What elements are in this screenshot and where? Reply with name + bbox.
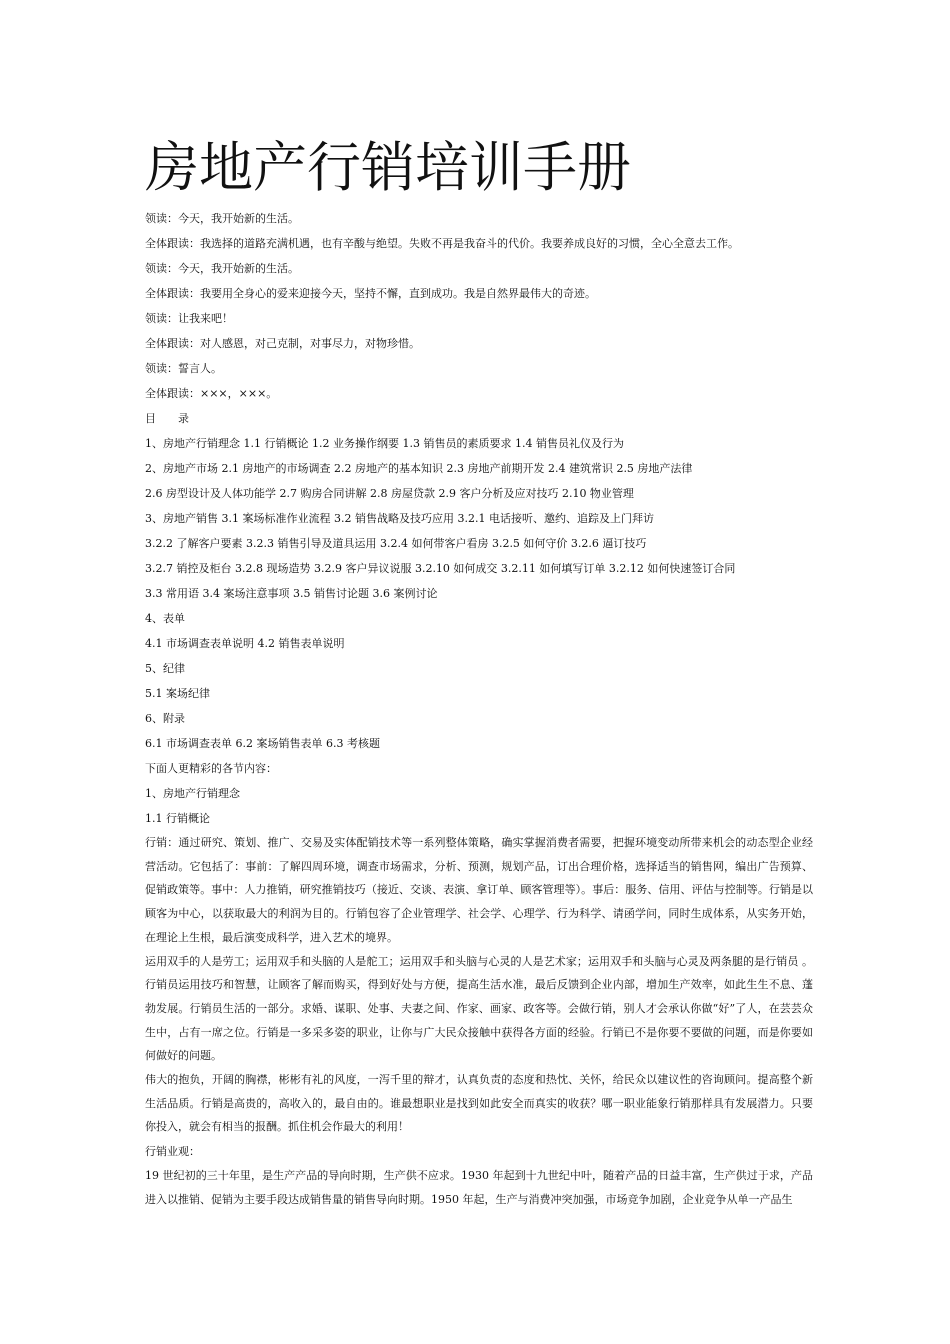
- subsection-heading: 1.1 行销概论: [145, 812, 210, 825]
- toc-line: 6、附录: [145, 712, 185, 725]
- document-page: [145, 128, 813, 1212]
- toc-line: 5、纪律: [145, 662, 185, 675]
- toc-line: 3.3 常用语 3.4 案场注意事项 3.5 销售讨论题 3.6 案例讨论: [145, 587, 438, 600]
- table-of-contents: [145, 406, 813, 756]
- oath-line: 全体跟读：对人感恩，对己克制，对事尽力，对物珍惜。: [145, 337, 420, 350]
- toc-heading-right: 录: [178, 412, 189, 425]
- subsection-heading: 行销业观：: [145, 1145, 200, 1159]
- toc-line: 3、房地产销售 3.1 案场标准作业流程 3.2 销售战略及技巧应用 3.2.1 电话接听、邀约、追踪及上门拜访: [145, 512, 654, 525]
- toc-line: 3.2.2 了解客户要素 3.2.3 销售引导及道具运用 3.2.4 如何带客户看房 3.2.5 如何守价 3.2.6 逼订技巧: [145, 537, 647, 550]
- oath-section: [145, 206, 813, 406]
- toc-line: 4、表单: [145, 612, 185, 625]
- oath-line: 领读：今天，我开始新的生活。: [145, 262, 299, 275]
- paragraph: 19 世纪初的三十年里，是生产产品的导向时期，生产供不应求。1930 年起到十九世纪中叶，随着产品的日益丰富，生产供过于求，产品进入以推销、促销为主要手段达成销售量的销售导向时期。1950 年起，生产与消费冲突加强，市场竞争加剧，企业竞争从单一产品生: [145, 1169, 813, 1206]
- toc-line: 6.1 市场调查表单 6.2 案场销售表单 6.3 考核题: [145, 737, 380, 750]
- section-heading: 1、房地产行销理念: [145, 787, 240, 800]
- paragraph: 行销：通过研究、策划、推广、交易及实体配销技术等一系列整体策略，确实掌握消费者需要，把握环境变动所带来机会的动态型企业经营活动。它包括了：事前：了解四周环境，调查市场需求，分析、预测，规划产品，订出合理价格，选择适当的销售网，编出广告预算、促销政策等。事中：人力推销，研究推销技巧（接近、交谈、表演、拿订单、顾客管理等）。事后：服务、信用、评估与控制等。行销是以顾客为中心，以获取最大的利润为目的。行销包容了企业管理学、社会学、心理学、行为科学、请函学问，同时生成体系，从实务开始，在理论上生根，最后演变成科学，进入艺术的境界。: [145, 836, 813, 944]
- toc-line: 5.1 案场纪律: [145, 687, 210, 700]
- oath-line: 领读：让我来吧！: [145, 312, 233, 325]
- oath-line: 领读：誓言人。: [145, 362, 222, 375]
- toc-line: 3.2.7 销控及柜台 3.2.8 现场造势 3.2.9 客户异议说服 3.2.10 如何成交 3.2.11 如何填写订单 3.2.12 如何快速签订合同: [145, 562, 736, 575]
- toc-heading: [145, 406, 813, 431]
- toc-heading-left: 目: [145, 412, 156, 425]
- oath-line: 领读：今天，我开始新的生活。: [145, 212, 299, 225]
- paragraph: 伟大的抱负，开阔的胸襟，彬彬有礼的风度，一泻千里的辩才，认真负责的态度和热忱、关怀，给民众以建议性的咨询顾问。提高整个新生活品质。行销是高贵的，高收入的，最自由的。谁最想职业是找到如此安全而真实的收获？哪一职业能象行销那样具有发展潜力。只要你投入，就会有相当的报酬。抓住机会作最大的利用！: [145, 1073, 813, 1134]
- toc-line: 2.6 房型设计及人体功能学 2.7 购房合同讲解 2.8 房屋贷款 2.9 客户分析及应对技巧 2.10 物业管理: [145, 487, 634, 500]
- toc-line: 2、房地产市场 2.1 房地产的市场调查 2.2 房地产的基本知识 2.3 房地产前期开发 2.4 建筑常识 2.5 房地产法律: [145, 462, 693, 475]
- page-title: 房地产行销培训手册: [145, 136, 631, 199]
- intro-line: 下面人更精彩的各节内容：: [145, 762, 277, 775]
- toc-line: 1、房地产行销理念 1.1 行销概论 1.2 业务操作纲要 1.3 销售员的素质要求 1.4 销售员礼仪及行为: [145, 437, 624, 450]
- paragraph: 运用双手的人是劳工；运用双手和头脑的人是舵工；运用双手和头脑与心灵的人是艺术家；运用双手和头脑与心灵及两条腿的是行销员 。行销员运用技巧和智慧，让顾客了解而购买，得到好处与方便，提高生活水准，最后反馈到企业内部，增加生产效率，如此生生不息、蓬勃发展。行销员生活的一部分。求婚、谋职、处事、夫妻之间、作家、画家、政客等。会做行销，别人才会承认你做“好”了人，在芸芸众生中，占有一席之位。行销是一多采多姿的职业，让你与广大民众接触中获得各方面的经验。行销已不是你要不要做的问题，而是你要如何做好的问题。: [145, 954, 813, 1063]
- body-content: [145, 756, 813, 1212]
- oath-line: 全体跟读：我选择的道路充满机遇，也有辛酸与绝望。失败不再是我奋斗的代价。我要养成良好的习惯，全心全意去工作。: [145, 237, 739, 250]
- oath-line: 全体跟读：我要用全身心的爱来迎接今天，坚持不懈，直到成功。我是自然界最伟大的奇迹。: [145, 287, 596, 300]
- toc-line: 4.1 市场调查表单说明 4.2 销售表单说明: [145, 637, 345, 650]
- oath-line: 全体跟读：×××，×××。: [145, 387, 278, 400]
